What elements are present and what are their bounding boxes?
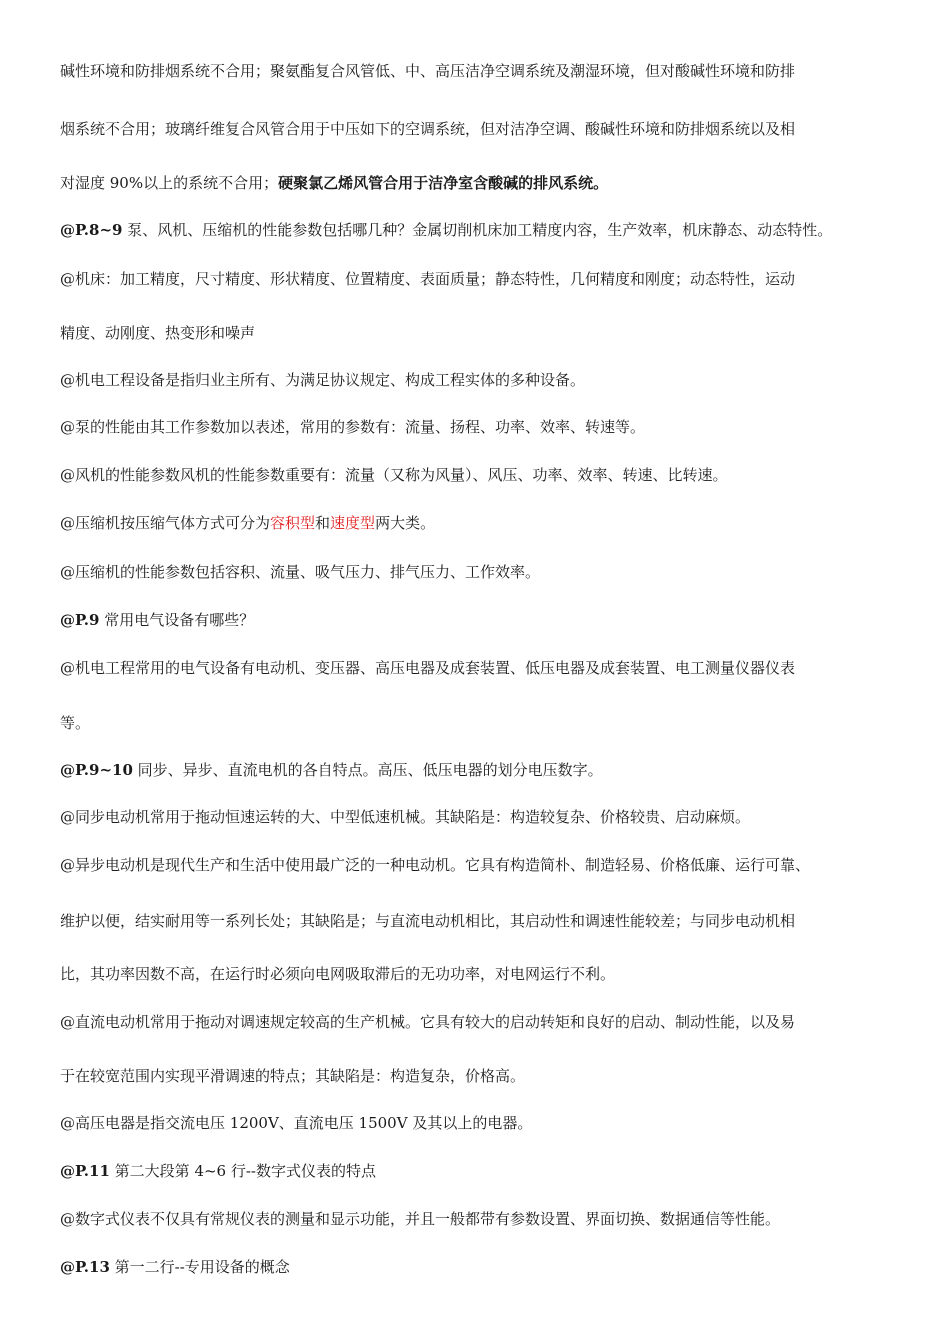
question-text: 同步、异步、直流电机的各自特点。高压、低压电器的划分电压数字。: [132, 761, 603, 779]
text-line: @压缩机的性能参数包括容积、流量、吸气压力、排气压力、工作效率。: [60, 563, 541, 581]
question-text: 常用电气设备有哪些？: [99, 611, 255, 629]
text-line: [60, 172, 920, 194]
text-run: 两大类。: [375, 514, 436, 532]
text-line: @风机的性能参数风机的性能参数重要有：流量（又称为风量）、风压、功率、效率、转速、比转速。: [60, 466, 728, 484]
question-text: 第一二行--专用设备的概念: [109, 1258, 290, 1276]
text-line: 等。: [60, 714, 91, 732]
text-line: @机床：加工精度，尺寸精度、形状精度、位置精度、表面质量；静态特性，几何精度和刚度；动态特性，运动: [60, 270, 796, 288]
text-line: 烟系统不合用；玻璃纤维复合风管合用于中压如下的空调系统，但对洁净空调、酸碱性环境和防排烟系统以及相: [60, 120, 796, 138]
section-heading-line: [60, 1256, 920, 1278]
text-line: @异步电动机是现代生产和生活中使用最广泛的一种电动机。它具有构造简朴、制造轻易、价格低廉、运行可靠、: [60, 856, 811, 874]
section-heading-line: [60, 759, 920, 781]
bold-text-run: 硬聚氯乙烯风管合用于洁净室含酸碱的排风系统。: [278, 174, 609, 192]
text-line: 比，其功率因数不高，在运行时必须向电网吸取滞后的无功功率，对电网运行不利。: [60, 965, 616, 983]
text-run: @压缩机按压缩气体方式可分为: [60, 514, 271, 532]
page-reference: @P.13: [60, 1258, 110, 1276]
text-line: [60, 512, 920, 534]
highlighted-term: 容积型: [270, 514, 316, 532]
text-line: 精度、动刚度、热变形和噪声: [60, 324, 256, 342]
question-text: 泵、风机、压缩机的性能参数包括哪几种？金属切削机床加工精度内容，生产效率，机床静态、动态特性。: [122, 221, 833, 239]
text-line: @机电工程设备是指归业主所有、为满足协议规定、构成工程实体的多种设备。: [60, 371, 586, 389]
page-reference: @P.11: [60, 1162, 110, 1180]
text-line: 于在较宽范围内实现平滑调速的特点；其缺陷是：构造复杂，价格高。: [60, 1067, 526, 1085]
page-reference: @P.9~10: [60, 761, 133, 779]
text-line: @直流电动机常用于拖动对调速规定较高的生产机械。它具有较大的启动转矩和良好的启动、制动性能，以及易: [60, 1013, 796, 1031]
page-reference: @P.9: [60, 611, 100, 629]
highlighted-term: 速度型: [330, 514, 376, 532]
section-heading-line: [60, 609, 920, 631]
text-line: 维护以便，结实耐用等一系列长处；其缺陷是；与直流电动机相比，其启动性和调速性能较差；与同步电动机相: [60, 912, 796, 930]
section-heading-line: [60, 1160, 920, 1182]
text-line: @数字式仪表不仅具有常规仪表的测量和显示功能，并且一般都带有参数设置、界面切换、数据通信等性能。: [60, 1210, 781, 1228]
page-reference: @P.8~9: [60, 221, 123, 239]
text-run: 对湿度 90%以上的系统不合用；: [60, 174, 279, 192]
section-heading-line: [60, 219, 920, 241]
text-run: 和: [315, 514, 331, 532]
text-line: @泵的性能由其工作参数加以表述，常用的参数有：流量、扬程、功率、效率、转速等。: [60, 418, 646, 436]
text-line: @高压电器是指交流电压 1200V、直流电压 1500V 及其以上的电器。: [60, 1114, 533, 1132]
text-line: @同步电动机常用于拖动恒速运转的大、中型低速机械。其缺陷是：构造较复杂、价格较贵、启动麻烦。: [60, 808, 751, 826]
text-line: @机电工程常用的电气设备有电动机、变压器、高压电器及成套装置、低压电器及成套装置、电工测量仪器仪表: [60, 659, 796, 677]
question-text: 第二大段第 4~6 行--数字式仪表的特点: [109, 1162, 377, 1180]
text-line: 碱性环境和防排烟系统不合用；聚氨酯复合风管低、中、高压洁净空调系统及潮湿环境，但对酸碱性环境和防排: [60, 62, 796, 80]
